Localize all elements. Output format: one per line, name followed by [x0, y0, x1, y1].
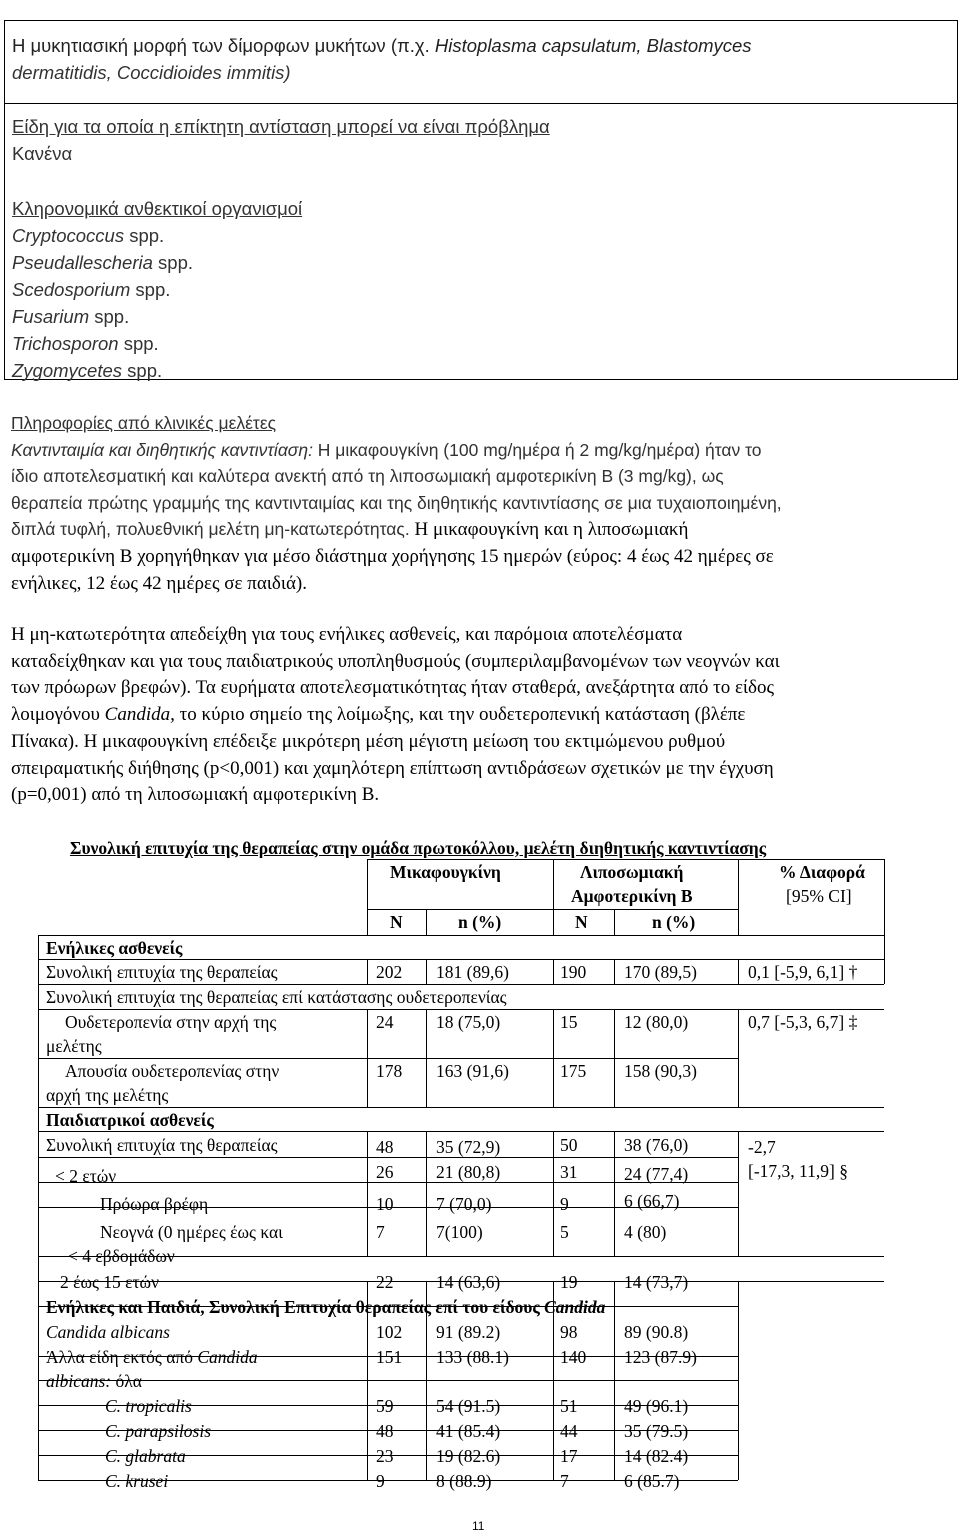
table-rule — [738, 959, 739, 984]
cell-n2: 158 (90,3) — [624, 1061, 697, 1081]
organism-box — [4, 20, 958, 380]
table-rule — [38, 1107, 884, 1108]
table-rule — [426, 959, 427, 984]
cell-N1: 26 — [376, 1162, 394, 1182]
section-species — [46, 1296, 605, 1319]
cell-diff: 0,1 [-5,9, 6,1] † — [748, 962, 858, 982]
results-table — [38, 859, 884, 1497]
subheader-n-percent: n (%) — [652, 912, 696, 932]
cell-n2: 38 (76,0) — [624, 1135, 689, 1155]
row-label: Πρόωρα βρέφη — [100, 1194, 209, 1214]
row-label-neutropenia-head: Συνολική επιτυχία της θεραπείας επί κατάστασης ουδετεροπενίας — [46, 987, 507, 1007]
section-pediatrics: Παιδιατρικοί ασθενείς — [46, 1110, 214, 1130]
cell-n1: 35 (72,9) — [436, 1137, 501, 1157]
cell-N1: 202 — [376, 962, 403, 982]
clinical-p2-line: (p=0,001) από τη λιποσωμιακή αμφοτερικίνη Β. — [11, 784, 380, 806]
organism-genus: Scedosporium — [12, 279, 131, 300]
cell-N1: 102 — [376, 1322, 403, 1342]
cell-N2: 44 — [560, 1421, 578, 1441]
table-rule — [738, 1131, 739, 1256]
table-rule — [614, 959, 615, 984]
subheader-n-percent: n (%) — [458, 912, 502, 932]
cell-N1: 24 — [376, 1012, 394, 1032]
cell-N1: 59 — [376, 1396, 394, 1416]
clinical-p1-text: διπλά τυφλή, πολυεθνική μελέτη μη-κατωτερότητας. — [11, 519, 410, 540]
clinical-p2-line: των πρόωρων βρεφών). Τα ευρήματα αποτελεσματικότητας ήταν σταθερά, ανεξάρτητα από το είδος — [11, 677, 775, 699]
cell-N1: 23 — [376, 1446, 394, 1466]
section-species-italic: Candida — [544, 1297, 606, 1317]
col-header-ci: [95% CI] — [786, 886, 852, 906]
cell-N2: 175 — [560, 1061, 587, 1081]
box-separator — [4, 103, 958, 104]
organism-suffix: spp. — [152, 252, 194, 273]
clinical-p2-italic: Candida, — [104, 704, 175, 726]
organism-item — [12, 249, 193, 276]
cell-n2: 14 (73,7) — [624, 1272, 689, 1292]
cell-n1: 91 (89.2) — [436, 1322, 501, 1342]
table-rule — [38, 935, 39, 1480]
resistance-heading — [12, 113, 550, 140]
inherent-heading — [12, 195, 302, 222]
table-rule — [614, 1009, 615, 1107]
clinical-p2-text: το κύριο σημείο της λοίμωξης, και την ουδετεροπενική κατάσταση (βλέπε — [174, 704, 746, 726]
subheader-N: N — [575, 912, 588, 932]
table-caption: Συνολική επιτυχία της θεραπείας στην ομάδα πρωτοκόλλου, μελέτη διηθητικής καντιντίασης — [70, 838, 767, 858]
table-rule — [426, 909, 427, 935]
table-rule — [38, 1058, 738, 1059]
table-rule — [614, 1281, 615, 1480]
row-label: C. glabrata — [105, 1446, 186, 1466]
cell-n1: 19 (82.6) — [436, 1446, 501, 1466]
table-rule — [553, 959, 554, 984]
clinical-p1-line — [11, 516, 946, 544]
table-rule — [614, 1131, 615, 1256]
row-label: Απουσία ουδετεροπενίας στην — [65, 1061, 280, 1081]
table-rule — [553, 859, 554, 935]
clinical-p1-line: ίδιο αποτελεσματική και καλύτερα ανεκτή από τη λιποσωμιακή αμφοτερικίνη Β (3 mg/kg), ως — [11, 466, 724, 487]
cell-N2: 7 — [560, 1471, 569, 1491]
cell-N1: 9 — [376, 1471, 385, 1491]
row-label: Νεογνά (0 ημέρες έως και — [100, 1222, 283, 1242]
resistance-value: Κανένα — [12, 143, 73, 164]
clinical-p2-text: λοιμογόνου — [11, 704, 105, 726]
cell-N1: 22 — [376, 1272, 394, 1292]
row-label: C. krusei — [105, 1471, 169, 1491]
organism-suffix: spp. — [89, 306, 130, 327]
row-label: Candida albicans — [46, 1322, 170, 1342]
cell-n2: 89 (90.8) — [624, 1322, 689, 1342]
organism-item — [12, 330, 159, 357]
cell-N2: 98 — [560, 1322, 578, 1342]
cell-n1: 54 (91.5) — [436, 1396, 501, 1416]
col-header-difference: % Διαφορά — [779, 862, 865, 882]
dimorphic-line-1 — [12, 32, 752, 59]
table-rule — [38, 1009, 884, 1010]
cell-N2: 50 — [560, 1135, 578, 1155]
row-label-italic: albicans: — [46, 1371, 112, 1391]
cell-n1: 8 (88.9) — [436, 1471, 492, 1491]
row-label-2: αρχή της μελέτης — [46, 1085, 169, 1105]
clinical-paragraph-2 — [11, 622, 946, 809]
col-header-micafungin: Μικαφουγκίνη — [390, 862, 501, 882]
table-rule — [38, 935, 884, 936]
section-adults: Ενήλικες ασθενείς — [46, 938, 183, 958]
organism-genus: Pseudallescheria — [12, 252, 153, 273]
table-rule — [367, 859, 884, 860]
row-label: < 2 ετών — [55, 1166, 117, 1186]
row-label-italic: Candida — [197, 1347, 258, 1367]
organism-genus: Cryptococcus — [12, 225, 125, 246]
table-rule — [614, 909, 615, 935]
organism-suffix: spp. — [130, 279, 171, 300]
cell-n1: 7 (70,0) — [436, 1194, 492, 1214]
section-species-text: Ενήλικες και Παιδιά, Συνολική Επιτυχία θεραπείας επί του είδους — [46, 1297, 545, 1317]
cell-n2: 4 (80) — [624, 1222, 667, 1242]
box-top-border — [4, 20, 958, 21]
clinical-p1-lead: Καντινταιμία και διηθητικής καντιντίαση: — [11, 439, 313, 460]
cell-diff: -2,7 — [748, 1137, 776, 1157]
cell-n1: 41 (85.4) — [436, 1421, 501, 1441]
cell-N2: 15 — [560, 1012, 578, 1032]
clinical-p2-line: καταδείχθηκαν και για τους παιδιατρικούς υποπληθυσμούς (συμπεριλαμβανομένων των νεογνών και — [11, 650, 780, 672]
cell-N2: 140 — [560, 1347, 587, 1367]
dimorphic-line-2 — [12, 59, 291, 86]
row-label-2: μελέτης — [46, 1036, 102, 1056]
organism-item — [12, 357, 162, 384]
row-label: 2 έως 15 ετών — [60, 1272, 159, 1292]
cell-N1: 151 — [376, 1347, 403, 1367]
cell-N2: 9 — [560, 1194, 569, 1214]
table-rule — [367, 1131, 368, 1256]
organism-suffix: spp. — [124, 225, 165, 246]
row-label — [46, 1346, 258, 1369]
cell-n1: 14 (63,6) — [436, 1272, 501, 1292]
organism-genus: Zygomycetes — [12, 360, 123, 381]
cell-diff: 0,7 [-5,3, 6,7] ‡ — [748, 1012, 858, 1032]
subheader-N: N — [390, 912, 403, 932]
clinical-p2-line: σπειραματικής διήθησης (p<0,001) και χαμηλότερη επίπτωση αντιδράσεων σχετικών με την έγχυση — [11, 757, 774, 779]
col-header-liposomal: Λιποσωμιακή — [580, 862, 684, 882]
cell-N1: 10 — [376, 1194, 394, 1214]
cell-N2: 51 — [560, 1396, 578, 1416]
cell-n2: 123 (87.9) — [624, 1347, 697, 1367]
cell-n1: 181 (89,6) — [436, 962, 509, 982]
clinical-p1-text: Η μικαφουγκίνη (100 mg/ημέρα ή 2 mg/kg/ημέρα) ήταν το — [312, 439, 762, 460]
row-label-2 — [46, 1370, 142, 1393]
cell-N2: 17 — [560, 1446, 578, 1466]
cell-n2: 35 (79.5) — [624, 1421, 689, 1441]
cell-n2: 6 (66,7) — [624, 1191, 680, 1211]
table-rule — [738, 1009, 739, 1107]
cell-n1: 7(100) — [436, 1222, 483, 1242]
table-rule — [367, 859, 368, 935]
clinical-p1-text: Η μικαφουγκίνη και η λιποσωμιακή — [409, 519, 689, 541]
cell-N1: 178 — [376, 1061, 403, 1081]
clinical-p1-line: αμφοτερικίνη Β χορηγήθηκαν για μέσο διάστημα χορήγησης 15 ημερών (εύρος: 4 έως 42 ημέρες σε — [11, 545, 774, 567]
page-number: 11 — [472, 1519, 485, 1533]
table-rule — [884, 859, 885, 984]
cell-n2: 49 (96.1) — [624, 1396, 689, 1416]
cell-N1: 7 — [376, 1222, 385, 1242]
row-label-text: Άλλα είδη εκτός από — [46, 1347, 198, 1367]
cell-N2: 190 — [560, 962, 587, 982]
clinical-p1-line: ενήλικες, 12 έως 42 ημέρες σε παιδιά). — [11, 572, 307, 594]
table-rule — [553, 1009, 554, 1107]
table-rule — [553, 1131, 554, 1256]
organism-suffix: spp. — [122, 360, 163, 381]
cell-n1: 18 (75,0) — [436, 1012, 501, 1032]
cell-n2: 14 (82.4) — [624, 1446, 689, 1466]
row-label-2: < 4 εβδομάδων — [68, 1246, 175, 1266]
table-rule — [38, 1380, 738, 1381]
clinical-p2-line — [11, 702, 946, 729]
organism-item — [12, 276, 170, 303]
clinical-p1-line — [11, 437, 946, 464]
cell-n2: 12 (80,0) — [624, 1012, 689, 1032]
row-label: C. tropicalis — [105, 1396, 192, 1416]
cell-diff-ci: [-17,3, 11,9] § — [748, 1161, 848, 1181]
table-rule — [738, 859, 739, 935]
organism-item — [12, 222, 164, 249]
cell-n2: 24 (77,4) — [624, 1164, 689, 1184]
cell-n1: 133 (88.1) — [436, 1347, 509, 1367]
row-label: Συνολική επιτυχία της θεραπείας — [46, 962, 278, 982]
table-rule — [426, 1009, 427, 1107]
clinical-heading: Πληροφορίες από κλινικές μελέτες — [11, 413, 277, 433]
table-rule — [738, 1281, 739, 1480]
table-rule — [426, 1131, 427, 1256]
inherent-heading-text: Κληρονομικά ανθεκτικοί οργανισμοί — [12, 198, 303, 219]
cell-n2: 6 (85.7) — [624, 1471, 680, 1491]
resistance-heading-text: Είδη για τα οποία η επίκτητη αντίσταση μπορεί να είναι πρόβλημα — [12, 116, 550, 137]
dimorphic-species: Histoplasma capsulatum, Blastomyces — [434, 35, 752, 56]
row-label: Ουδετεροπενία στην αρχή της — [65, 1012, 277, 1032]
cell-N2: 5 — [560, 1222, 569, 1242]
cell-n1: 163 (91,6) — [436, 1061, 509, 1081]
organism-genus: Fusarium — [12, 306, 90, 327]
row-label: Συνολική επιτυχία της θεραπείας — [46, 1135, 278, 1155]
cell-N1: 48 — [376, 1421, 394, 1441]
organism-suffix: spp. — [118, 333, 159, 354]
cell-n1: 21 (80,8) — [436, 1162, 501, 1182]
organism-item — [12, 303, 129, 330]
dimorphic-species-2: dermatitidis, Coccidioides immitis) — [12, 62, 291, 83]
col-header-liposomal-2: Αμφοτερικίνη Β — [571, 886, 693, 906]
table-rule — [367, 1009, 368, 1107]
dimorphic-text: Η μυκητιασική μορφή των δίμορφων μυκήτων (π.χ. — [12, 35, 435, 56]
organism-genus: Trichosporon — [12, 333, 119, 354]
cell-N2: 31 — [560, 1162, 578, 1182]
clinical-p2-line: Πίνακα). Η μικαφουγκίνη επέδειξε μικρότερη μέση μέγιστη μείωση του εκτιμώμενου ρυθμού — [11, 730, 726, 752]
clinical-section — [11, 410, 946, 597]
cell-n2: 170 (89,5) — [624, 962, 697, 982]
clinical-p2-line: Η μη-κατωτερότητα απεδείχθη για τους ενήλικες ασθενείς, και παρόμοια αποτελέσματα — [11, 624, 683, 645]
row-label-text: όλα — [111, 1371, 142, 1391]
table-rule — [367, 959, 368, 984]
cell-N2: 19 — [560, 1272, 578, 1292]
table-rule — [38, 984, 884, 985]
row-label: C. parapsilosis — [105, 1421, 211, 1441]
clinical-p1-line: θεραπεία πρώτης γραμμής της καντινταιμίας και της διηθητικής καντιντίασης σε μια τυχαιοποιημένη, — [11, 492, 782, 513]
cell-N1: 48 — [376, 1137, 394, 1157]
